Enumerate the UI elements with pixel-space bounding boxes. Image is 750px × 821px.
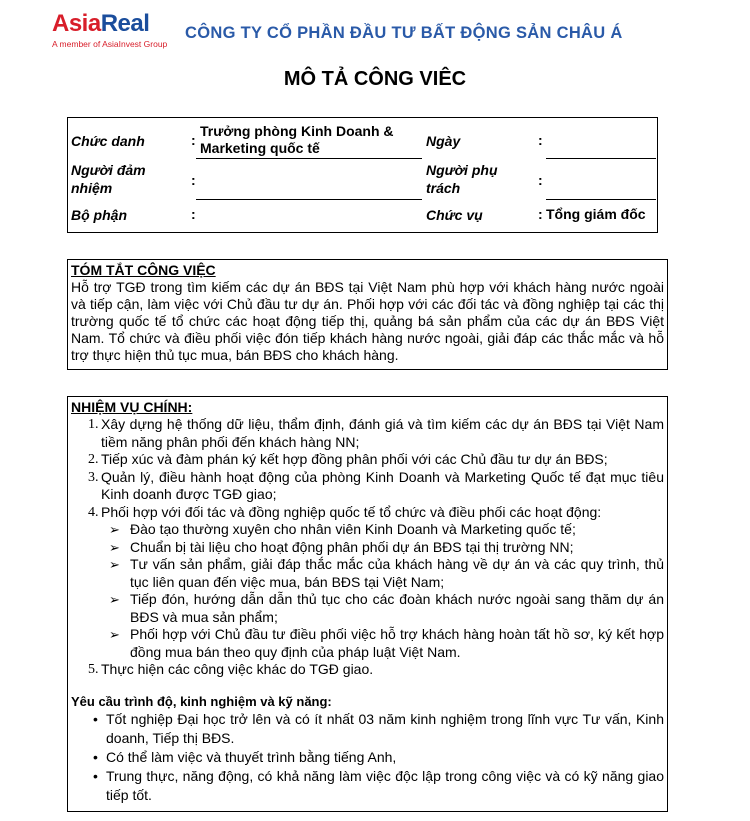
sub-item-text: Phối hợp với Chủ đầu tư điều phối việc hỗ trợ khách hàng hoàn tất hồ sơ, ký kết hợp đồng mua bán theo quy định của pháp luật Việt Nam.	[130, 626, 664, 660]
sub-list-item	[71, 626, 664, 661]
underline	[196, 199, 422, 200]
colon: :	[191, 172, 196, 188]
arrow-bullet-icon: ➢	[109, 592, 120, 607]
label-nguoi-phu-trach-line1: Người phụ	[426, 162, 498, 178]
value-chuc-vu: Tổng giám đốc	[546, 206, 646, 222]
arrow-bullet-icon: ➢	[109, 522, 120, 537]
item-text: Tốt nghiệp Đại học trở lên và có ít nhất 03 năm kinh nghiệm trong lĩnh vực Tư vấn, Kinh doanh, Tiếp thị BĐS.	[106, 710, 664, 746]
company-name: CÔNG TY CỔ PHẦN ĐẦU TƯ BẤT ĐỘNG SẢN CHÂU Á	[185, 24, 623, 42]
colon: :	[191, 206, 196, 222]
list-item	[71, 451, 664, 469]
underline	[546, 158, 656, 159]
item-number: 1.	[88, 417, 99, 432]
value-chuc-danh-line1: Trưởng phòng Kinh Doanh &	[200, 123, 394, 139]
logo-subtitle: A member of AsiaInvest Group	[52, 39, 168, 49]
item-text: Tiếp xúc và đàm phán ký kết hợp đồng phân phối với các Chủ đầu tư dự án BĐS;	[101, 451, 608, 467]
value-chuc-danh-line2: Marketing quốc tế	[200, 140, 320, 156]
colon: :	[538, 206, 543, 222]
requirements-list	[71, 710, 664, 805]
label-nguoi-dam-nhiem-line1: Người đảm	[71, 162, 146, 178]
list-item	[71, 710, 664, 748]
colon: :	[538, 132, 543, 148]
arrow-bullet-icon: ➢	[109, 557, 120, 572]
duties-list-continued	[71, 661, 664, 679]
item-text: Phối hợp với đối tác và đồng nghiệp quốc tế tổ chức và điều phối các hoạt động:	[101, 503, 602, 520]
summary-text: Hỗ trợ TGĐ trong tìm kiếm các dự án BĐS tại Việt Nam phù hợp với khách hàng nước ngoài và tiếp cận, làm việc với Chủ đầu tư dự án. Phối hợp với các đối tác và đồng nghiệp tại các thị trường quốc tế tổ chức các hoạt động tiếp thị, quảng bá sản phẩm của các dự án BĐS Việt Nam. Tổ chức và điều phối việc đón tiếp khách hàng nước ngoài, giải đáp các thắc mắc và hỗ trợ thực hiện thủ tục mua, bán BĐS cho khách hàng.	[71, 279, 664, 363]
item-number: 2.	[88, 452, 99, 467]
sub-list-item	[71, 539, 664, 557]
logo-real-text: Real	[100, 10, 150, 37]
document-title: MÔ TẢ CÔNG VIÊC	[283, 68, 467, 90]
item-text: Xây dựng hệ thống dữ liệu, thẩm định, đánh giá và tìm kiếm các dự án BĐS tại Việt Nam tiềm năng phân phối đến khách hàng NN;	[101, 416, 664, 450]
label-nguoi-dam-nhiem-line2: nhiệm	[71, 180, 113, 196]
colon: :	[191, 132, 196, 148]
underline	[546, 199, 656, 200]
bullet-icon: •	[93, 767, 98, 784]
list-item	[71, 504, 664, 522]
label-chuc-vu: Chức vụ	[426, 207, 483, 223]
label-bo-phan: Bộ phận	[71, 207, 127, 223]
duties-list	[71, 416, 664, 521]
bullet-icon: •	[93, 710, 98, 727]
sub-item-text: Tiếp đón, hướng dẫn dẫn thủ tục cho các đoàn khách nước ngoài sang thăm dự án BĐS và mua sản phẩm;	[130, 591, 664, 625]
label-nguoi-phu-trach-line2: trách	[426, 180, 461, 196]
list-item	[71, 748, 664, 767]
label-ngay: Ngày	[426, 133, 461, 149]
page-header	[52, 10, 742, 52]
item-text: Có thể làm việc và thuyết trình bằng tiếng Anh,	[106, 748, 397, 765]
sub-item-text: Đào tạo thường xuyên cho nhân viên Kinh Doanh và Marketing quốc tế;	[130, 521, 576, 537]
duties-section	[67, 396, 668, 812]
duties-sublist	[71, 521, 664, 661]
arrow-bullet-icon: ➢	[109, 627, 120, 642]
item-text: Quản lý, điều hành hoạt động của phòng Kinh Doanh và Marketing Quốc tế đạt mục tiêu Kinh doanh được TGĐ giao;	[101, 468, 664, 502]
requirements-heading: Yêu cầu trình độ, kinh nghiệm và kỹ năng:	[71, 693, 332, 709]
sub-item-text: Chuẩn bị tài liệu cho hoạt động phân phối dự án BĐS tại thị trường NN;	[130, 538, 574, 555]
colon: :	[538, 172, 543, 188]
job-info-table	[67, 117, 658, 233]
sub-list-item	[71, 521, 664, 539]
label-chuc-danh: Chức danh	[71, 133, 145, 149]
item-number: 5.	[88, 662, 99, 677]
asiareal-logo	[52, 10, 177, 52]
logo-asia-text: Asia	[52, 10, 101, 37]
summary-heading: TÓM TẮT CÔNG VIỆC	[71, 262, 216, 278]
arrow-bullet-icon: ➢	[109, 539, 120, 555]
underline	[196, 158, 422, 159]
list-item	[71, 661, 664, 679]
item-text: Thực hiện các công việc khác do TGĐ giao.	[101, 661, 374, 677]
list-item	[71, 767, 664, 805]
item-number: 3.	[88, 469, 99, 485]
bullet-icon: •	[93, 748, 98, 765]
item-text: Trung thực, năng động, có khả năng làm việc độc lập trong công việc và có kỹ năng giao tiếp tốt.	[106, 767, 664, 803]
sub-list-item	[71, 556, 664, 591]
item-number: 4.	[88, 504, 99, 520]
list-item	[71, 469, 664, 504]
summary-section	[67, 259, 668, 370]
duties-heading: NHIỆM VỤ CHÍNH:	[71, 399, 193, 415]
list-item	[71, 416, 664, 451]
sub-list-item	[71, 591, 664, 626]
sub-item-text: Tư vấn sản phẩm, giải đáp thắc mắc của khách hàng về dự án và các quy trình, thủ tục liên quan đến việc mua, bán BĐS tại Việt Nam;	[130, 556, 664, 590]
